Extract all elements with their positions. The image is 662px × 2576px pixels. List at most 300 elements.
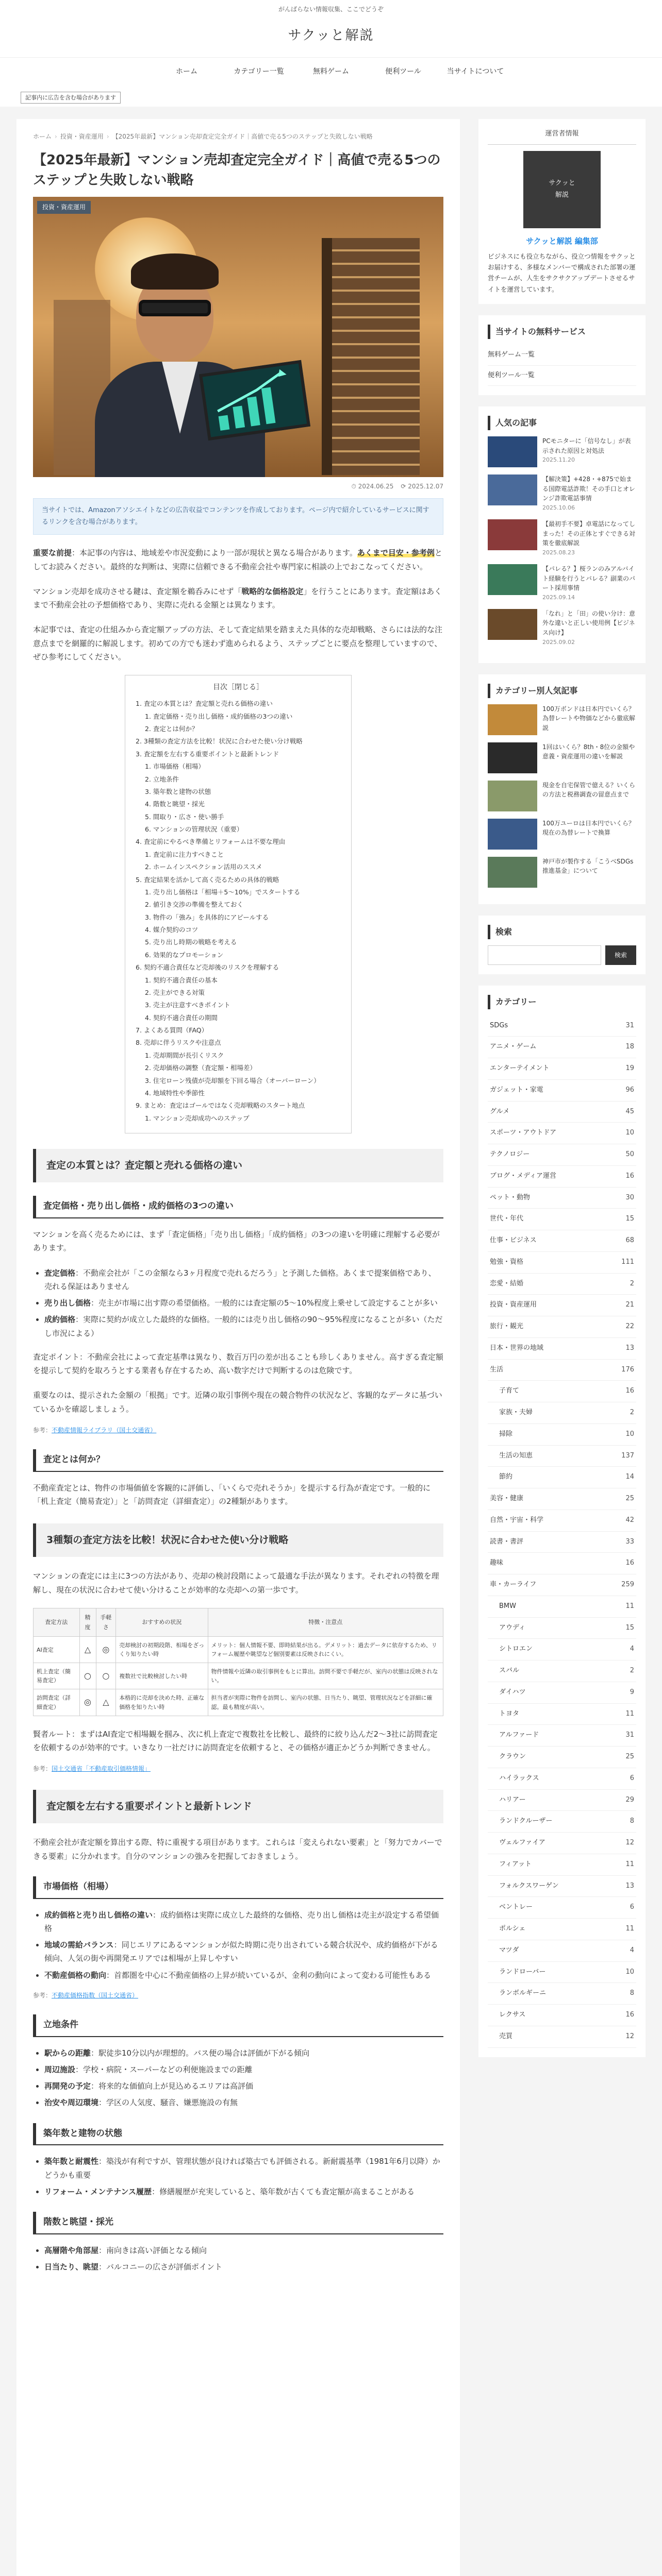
service-link[interactable]: 便利ツール一覧 [488, 366, 636, 386]
category-popular-article[interactable] [488, 819, 636, 850]
category-count: 4 [630, 1946, 634, 1954]
table-cell: 訪問査定（詳細査定） [34, 1689, 80, 1716]
table-cell: △ [79, 1637, 96, 1663]
article-title-link[interactable]: 【最初手不要】卓電話になってしまった！その正体とすぐできる対策を徹底解説 [542, 520, 636, 547]
source-link: 参考：不動産価格指数（国土交通省） [33, 1991, 139, 1999]
category-name[interactable]: 車・カーライフ [490, 1581, 537, 1589]
paragraph: マンション売却を成功させる鍵は、査定額を鵜呑みにせず「戦略的な価格設定」を行うことにあります。査定額はあくまで不動産会社の予想価格であり、実際に売れる金額とは異なります。 [33, 586, 442, 609]
category-count: 111 [621, 1258, 634, 1266]
category-name[interactable]: スバル [499, 1667, 520, 1675]
article-info [542, 474, 636, 512]
list-item-term: 周辺施設 [44, 2064, 76, 2074]
category-item[interactable] [488, 1639, 636, 1660]
toc-item[interactable]: 1. マンション売却成功へのステップ [145, 1114, 250, 1122]
section-heading: 査定額を左右する重要ポイントと最新トレンド [33, 1790, 443, 1823]
category-name[interactable]: マツダ [499, 1946, 519, 1954]
subsection-heading: 築年数と建物の状態 [33, 2123, 443, 2146]
source-link: 参考：不動産情報ライブラリ（国土交通省） [33, 1426, 157, 1434]
source-link-anchor[interactable]: 不動産価格指数（国土交通省） [52, 1991, 139, 1999]
category-name[interactable]: ポルシェ [499, 1925, 526, 1933]
source-link-anchor[interactable]: 不動産情報ライブラリ（国土交通省） [52, 1426, 157, 1434]
category-item[interactable] [488, 1919, 636, 1940]
article-thumbnail [488, 781, 537, 811]
nav-item[interactable]: カテゴリー一覧 [234, 67, 284, 76]
toc-item[interactable]: 4. 階数と眺望・採光 [145, 800, 205, 808]
category-item[interactable] [488, 1532, 636, 1553]
article-date: 2025.08.23 [542, 549, 575, 556]
category-item[interactable] [488, 1381, 636, 1402]
bullet-list [33, 2046, 443, 2110]
category-count: 16 [625, 1172, 634, 1180]
search-widget [478, 916, 646, 974]
category-count: 19 [625, 1064, 634, 1073]
toc-item[interactable]: 2. 査定とは何か？ [145, 725, 198, 733]
category-item[interactable] [488, 1467, 636, 1488]
table-header-cell: 特徴・注意点 [208, 1608, 443, 1637]
category-name[interactable]: 自然・宇宙・科学 [490, 1516, 544, 1524]
table-row [34, 1637, 443, 1663]
table-header-cell: 手軽さ [96, 1608, 116, 1637]
table-cell: メリット：個人情報不要、即時結果が出る。デメリット：過去データに依存するため、リフォーム履歴や眺望など個別要素は反映されにくい。 [208, 1637, 443, 1663]
category-name[interactable]: グルメ [490, 1107, 510, 1115]
category-item[interactable] [488, 1144, 636, 1166]
category-item[interactable] [488, 1854, 636, 1876]
paragraph: マンションの査定には主に3つの方法があり、売却の検討段階によって最適な手法が異なります。それぞれの特徴を理解し、現在の状況に合わせて使い分けることが効率的な売却への第一歩です。 [33, 1571, 439, 1595]
category-name[interactable]: ヴェルファイア [499, 1839, 545, 1847]
category-item[interactable] [488, 1037, 636, 1058]
list-item-term: 地域の需給バランス [44, 1940, 114, 1950]
category-count: 2 [630, 1279, 634, 1287]
toc-item[interactable]: 2. ホームインスペクション活用のススメ [145, 863, 262, 871]
category-name[interactable]: テクノロジー [490, 1150, 530, 1159]
list-item: • 成約価格と売り出し価格の違い：成約価格は実際に成立した最終的な価格、売り出し価格は売主が設定する希望価格 [44, 1908, 443, 1936]
category-item[interactable] [488, 1360, 636, 1381]
category-item[interactable] [488, 1015, 636, 1037]
toc-item[interactable]: 5. 売り出し時期の戦略を考える [145, 938, 237, 946]
category-item[interactable] [488, 1962, 636, 1984]
category-name[interactable]: 読書・書評 [490, 1537, 524, 1546]
list-item: • 再開発の予定：将来的な価値向上が見込めるエリアは高評価 [44, 2079, 443, 2093]
article-title-link[interactable]: 神戸市が製作する「こうべSDGs推進基金」について [542, 857, 634, 875]
list-item: • 売り出し価格：売主が市場に出す際の希望価格。一般的には査定額の5〜10%程度上乗せして設定することが多い [44, 1296, 443, 1310]
category-item[interactable] [488, 1768, 636, 1790]
popular-article[interactable] [488, 609, 636, 647]
category-name[interactable]: 仕事・ビジネス [490, 1236, 537, 1245]
toc-item[interactable]: 9. まとめ：査定はゴールではなく売却戦略のスタート地点 [136, 1101, 305, 1110]
widget-title: 検索 [488, 925, 636, 939]
category-item[interactable] [488, 1940, 636, 1962]
category-count: 259 [621, 1581, 634, 1589]
table-row [34, 1689, 443, 1716]
article-thumbnail [488, 742, 537, 773]
paragraph: 本記事では、査定の仕組みから査定額アップの方法、そして査定結果を踏まえた具体的な売却戦略、さらには法的な注意点までを網羅的に解説します。初めての方でも迷わず進められるよう、ステップごとに要点を整理していますので、ぜひ参考にしてください。 [33, 625, 442, 662]
category-name[interactable]: アニメ・ゲーム [490, 1043, 537, 1051]
category-name[interactable]: ハリアー [499, 1795, 526, 1804]
category-count: 29 [625, 1795, 634, 1804]
article-date: 2025.09.14 [542, 594, 575, 601]
category-count: 8 [630, 1817, 634, 1825]
category-name[interactable]: ダイハツ [499, 1688, 526, 1696]
category-name[interactable]: 生活 [490, 1365, 504, 1374]
category-count: 11 [625, 1602, 634, 1610]
category-item[interactable] [488, 1402, 636, 1424]
category-item[interactable] [488, 1166, 636, 1188]
category-item[interactable] [488, 1983, 636, 2005]
widget-title: 当サイトの無料サービス [488, 325, 636, 339]
category-name[interactable]: 旅行・観光 [490, 1323, 524, 1331]
category-count: 4 [630, 1645, 634, 1653]
category-name[interactable]: トヨタ [499, 1709, 520, 1718]
global-nav [0, 57, 662, 86]
list-item: • 日当たり、眺望：バルコニーの広さが評価ポイント [44, 2260, 443, 2274]
toc-item[interactable]: 1. 売却期間が長引くリスク [145, 1051, 224, 1059]
table-cell: ○ [96, 1663, 116, 1689]
operator-title: 運営者情報 [488, 128, 636, 145]
toc-item[interactable]: 3. 物件の「強み」を具体的にアピールする [145, 913, 269, 921]
article-title-link[interactable]: 【パレる？】桜ランのみアルバイト経験を行うとバレる？副業のパート採用事情 [542, 565, 636, 592]
table-header-cell: おすすめの状況 [116, 1608, 208, 1637]
category-item[interactable] [488, 1811, 636, 1833]
toc-item[interactable]: 6. マンションの管理状況（重要） [145, 825, 243, 834]
list-item: • 築年数と耐震性：築浅が有利ですが、管理状態が良ければ築古でも評価される。新耐震基準（1981年6月以降）かどうかも重要 [44, 2155, 443, 2182]
article-title-link[interactable]: 100万ユーロは日本円でいくら？現在の為替レートで換算 [542, 819, 635, 837]
category-count: 18 [625, 1043, 634, 1051]
subsection-heading: 市場価格（相場） [33, 1876, 443, 1899]
category-item[interactable] [488, 1897, 636, 1919]
category-item[interactable] [488, 1295, 636, 1316]
bullet-list [33, 1266, 443, 1340]
category-count: 10 [625, 1129, 634, 1137]
category-name[interactable]: ブログ・メディア運営 [490, 1172, 556, 1180]
toc-item[interactable]: 3. 住宅ローン残債が売却額を下回る場合（オーバーローン） [145, 1076, 320, 1084]
toc-item[interactable]: 2. 値引き交渉の準備を整えておく [145, 901, 243, 909]
category-item[interactable] [488, 1274, 636, 1295]
toc-item[interactable]: 1. 査定の本質とは？査定額と売れる価格の違い [136, 700, 273, 708]
category-name[interactable]: 日本・世界の地域 [490, 1344, 544, 1352]
category-name[interactable]: ベントレー [499, 1903, 533, 1911]
category-count: 45 [625, 1107, 634, 1115]
category-item[interactable] [488, 1596, 636, 1618]
category-name[interactable]: エンターテイメント [490, 1064, 550, 1073]
article-title-link[interactable]: 【解決策】+428・+875で始まる国際電話詐欺！その手口とオレンジ詐欺電話事情 [542, 476, 636, 502]
category-name[interactable]: 美容・健康 [490, 1495, 524, 1503]
category-popular-article[interactable] [488, 742, 636, 773]
category-item[interactable] [488, 1790, 636, 1811]
category-count: 10 [625, 1968, 634, 1976]
table-cell: 本格的に売却を決めた時、正確な価格を知りたい時 [116, 1689, 208, 1716]
category-item[interactable] [488, 1682, 636, 1704]
category-name[interactable]: クラウン [499, 1753, 526, 1761]
article-thumbnail [488, 704, 537, 735]
subsection-heading: 階数と眺望・採光 [33, 2212, 443, 2234]
breadcrumb-current: 【2025年最新】マンション売却査定完全ガイド｜高値で売る5つのステップと失敗しない戦略 [112, 132, 373, 140]
category-popular-widget [478, 674, 646, 904]
category-count: 68 [625, 1236, 634, 1245]
category-name[interactable]: アルファード [499, 1731, 539, 1739]
category-item[interactable] [488, 1080, 636, 1101]
popular-article[interactable] [488, 474, 636, 512]
toc-item[interactable]: 4. 地域特性や季節性 [145, 1089, 205, 1097]
category-count: 12 [625, 2032, 634, 2040]
paragraph: 重要なのは、提示された金額の「根拠」です。近隣の取引事例や現在の競合物件の状況など、客観的なデータに基づいているかを確認しましょう。 [33, 1391, 442, 1414]
popular-article[interactable] [488, 519, 636, 557]
list-item: • 不動産価格の動向：首都圏を中心に不動産価格の上昇が続いているが、金利の動向によって変わる可能性もある [44, 1969, 443, 1982]
category-name[interactable]: 節約 [499, 1473, 513, 1481]
nav-item[interactable]: 便利ツール [385, 67, 421, 76]
list-item-term: 治安や周辺環境 [44, 2098, 99, 2108]
category-name[interactable]: 恋愛・結婚 [490, 1279, 524, 1287]
category-item[interactable] [488, 1230, 636, 1252]
table-cell: △ [96, 1689, 116, 1716]
toc-item[interactable]: 2. 売主ができる対策 [145, 988, 205, 996]
article-info [542, 436, 636, 467]
article-title-link[interactable]: 「なれ」と「田」の使い分け：意外な違いと正しい使用例【ビジネス向け】 [542, 609, 636, 636]
toc-item[interactable]: 2. 売却価格の調整（査定額・相場差） [145, 1064, 256, 1072]
section-heading: 3種類の査定方法を比較！状況に合わせた使い分け戦略 [33, 1523, 443, 1557]
tablet-chart-illustration [199, 360, 310, 440]
category-name[interactable]: 世代・年代 [490, 1215, 524, 1223]
paragraph: 査定ポイント：不動産会社によって査定基準は異なり、数百万円の差が出ることも珍しくありません。高すぎる査定額を提示して契約を取ろうとする業者も存在するため、高い数字だけで判断するのは危険です。 [33, 1352, 443, 1376]
category-item[interactable] [488, 1876, 636, 1897]
category-count: 6 [630, 1903, 634, 1911]
category-item[interactable] [488, 1618, 636, 1639]
list-item: • 高層階や角部屋：南向きは高い評価となる傾向 [44, 2244, 443, 2257]
category-item[interactable] [488, 1338, 636, 1360]
article-thumbnail [488, 474, 537, 505]
eyecatch-image [33, 197, 443, 477]
category-name[interactable]: スポーツ・アウトドア [490, 1129, 557, 1137]
table-cell: AI査定 [34, 1637, 80, 1663]
ad-notice-label: 記事内に広告を含む場合があります [21, 92, 121, 104]
breadcrumb-home[interactable]: ホーム [33, 132, 52, 140]
category-count: 21 [625, 1301, 634, 1309]
toc-item[interactable]: 2. 3種類の査定方法を比較！状況に合わせた使い分け戦略 [136, 737, 303, 745]
breadcrumb-category[interactable]: 投資・資産運用 [60, 132, 104, 140]
category-count: 2 [630, 1667, 634, 1675]
table-cell: 担当者が実際に物件を訪問し、室内の状態、日当たり、眺望、管理状況などを詳細に確認。最も精度が高い。 [208, 1689, 443, 1716]
category-item[interactable] [488, 1252, 636, 1274]
comparison-table [33, 1608, 443, 1716]
table-cell: 複数社で比較検討したい時 [116, 1663, 208, 1689]
list-item: • 査定価格：不動産会社が「この金額なら3ヶ月程度で売れるだろう」と予測した価格。あくまで提案価格であり、売れる保証はありません [44, 1266, 443, 1294]
category-item[interactable] [488, 1574, 636, 1596]
category-item[interactable] [488, 1123, 636, 1144]
category-item[interactable] [488, 1424, 636, 1446]
article-title-link[interactable]: PCモニターに「信号なし」が表示された原因と対処法 [542, 437, 631, 454]
toc-item[interactable]: 6. 契約不適合責任など売却後のリスクを理解する [136, 963, 279, 972]
category-name[interactable]: 生活の知恵 [499, 1451, 533, 1460]
category-count: 6 [630, 1774, 634, 1782]
category-count: 15 [625, 1623, 634, 1632]
category-count: 176 [621, 1365, 634, 1374]
category-name[interactable]: BMW [499, 1602, 516, 1610]
category-item[interactable] [488, 1704, 636, 1725]
article-info [542, 519, 636, 557]
toc-item[interactable]: 6. 効果的なプロモーション [145, 951, 224, 959]
building-illustration [322, 238, 420, 475]
category-popular-article[interactable] [488, 704, 636, 735]
category-name[interactable]: 家族・夫婦 [499, 1409, 533, 1417]
category-count: 13 [625, 1344, 634, 1352]
article-title-link[interactable]: 1回はいくら？8th・8位の金額や意義・資産運用の違いを解説 [542, 743, 635, 760]
table-cell: 机上査定（簡易査定） [34, 1663, 80, 1689]
paragraph: 賢者ルート：まずはAI査定で相場観を掴み、次に机上査定で複数社を比較し、最終的に絞り込んだ2〜3社に訪問査定を依頼するのが効率的です。いきなり一社だけに訪問査定を依頼すると、その価格が適正かどうか判断できません。 [33, 1729, 438, 1752]
toc-item[interactable]: 5. 査定結果を活かして高く売るための具体的戦略 [136, 875, 279, 884]
subsection-heading: 査定価格・売り出し価格・成約価格の3つの違い [33, 1196, 443, 1218]
list-item-term: 高層階や角部屋 [44, 2245, 99, 2255]
toc-item[interactable]: 5. 間取り・広さ・使い勝手 [145, 812, 224, 821]
category-name[interactable]: ハイラックス [499, 1774, 539, 1782]
search-input[interactable] [488, 945, 601, 965]
list-item-term: リフォーム・メンテナンス履歴 [44, 2187, 152, 2196]
service-link[interactable]: 無料ゲーム一覧 [488, 345, 636, 366]
bullet-list [33, 2244, 443, 2274]
toc-title[interactable]: 目次［閉じる］ [213, 683, 263, 691]
nav-item[interactable]: ホーム [176, 67, 197, 76]
toc-item[interactable]: 3. 売主が注意すべきポイント [145, 1001, 230, 1009]
category-count: 25 [625, 1495, 634, 1503]
article-date: 2025.11.20 [542, 456, 575, 464]
list-item: • 治安や周辺環境：学区の人気度、騒音、嫌悪施設の有無 [44, 2096, 443, 2109]
table-cell: 売却検討の初期段階、相場をざっくり知りたい時 [116, 1637, 208, 1663]
article-date: 2025.09.02 [542, 638, 575, 646]
category-name[interactable]: 掃除 [499, 1430, 513, 1438]
category-item[interactable] [488, 1747, 636, 1768]
list-item-term: 再開発の予定 [44, 2081, 91, 2091]
category-name[interactable]: 勉強・資格 [490, 1258, 524, 1266]
category-name[interactable]: ガジェット・家電 [490, 1086, 543, 1094]
table-header-cell: 精度 [79, 1608, 96, 1637]
toc-item[interactable]: 4. 契約不適合責任の期間 [145, 1013, 218, 1022]
list-item-term: 駅からの距離 [44, 2048, 91, 2058]
services-widget [478, 315, 646, 396]
category-count: 16 [625, 1559, 634, 1567]
posted-date: ⏱ 2024.06.25 [351, 482, 394, 490]
category-name[interactable]: 趣味 [490, 1559, 504, 1567]
toc-item[interactable]: 1. 売り出し価格は「相場＋5〜10%」でスタートする [145, 888, 301, 896]
category-name[interactable]: フィアット [499, 1860, 532, 1868]
category-item[interactable] [488, 2005, 636, 2026]
category-name[interactable]: シトロエン [499, 1645, 533, 1653]
category-item[interactable] [488, 1660, 636, 1682]
article-title: 【2025年最新】マンション売却査定完全ガイド｜高値で売る5つのステップと失敗しない戦略 [33, 152, 441, 188]
category-item[interactable] [488, 1209, 636, 1230]
category-name[interactable]: レクサス [499, 2011, 526, 2019]
category-count: 12 [625, 1839, 634, 1847]
site-description: がんばらない情報収集、ここでどうぞ [278, 6, 384, 13]
list-item: • 地域の需給バランス：同じエリアにあるマンションが似た時期に売り出されている競合状況や、成約価格が下がる傾向、人気の街や再開発エリアでは相場が上昇しやすい [44, 1938, 443, 1965]
list-item: • 周辺施設：学校・病院・スーパーなどの利便施設までの距離 [44, 2063, 443, 2076]
category-item[interactable] [488, 1553, 636, 1574]
category-name[interactable]: アウディ [499, 1623, 525, 1632]
article-title-link[interactable]: 現金を自宅保管で億える？いくらの方法と税務調査の留意点まで [542, 781, 636, 799]
category-item[interactable] [488, 1101, 636, 1123]
list-item-term: 不動産価格の動向 [44, 1970, 107, 1980]
category-item[interactable] [488, 1488, 636, 1510]
category-count: 31 [625, 1021, 634, 1029]
source-link-anchor[interactable]: 国土交通省「不動産取引価格情報」 [52, 1765, 151, 1773]
category-popular-article[interactable] [488, 857, 636, 888]
article-title-link[interactable]: 100万ボンドは日本円でいくら？為替レートや物価などから徹底解説 [542, 705, 636, 732]
article-date: 2025.10.06 [542, 504, 575, 512]
toc-item[interactable]: 3. 査定額を左右する重要ポイントと最新トレンド [136, 750, 279, 758]
category-name[interactable]: フォルクスワーゲン [499, 1882, 559, 1890]
toc-item[interactable]: 1. 査定価格・売り出し価格・成約価格の3つの違い [145, 712, 293, 720]
operator-name-link[interactable]: サクッと解説 編集部 [526, 236, 598, 246]
category-name[interactable]: 売買 [499, 2032, 513, 2040]
category-item[interactable] [488, 1510, 636, 1532]
content-wrapper [16, 119, 646, 2576]
toc-item[interactable]: 1. 査定前に注力すべきこと [145, 850, 224, 858]
list-item-term: 築年数と耐震性 [44, 2157, 99, 2166]
category-name[interactable]: 子育て [499, 1387, 520, 1395]
list-item-term: 成約価格 [44, 1315, 76, 1325]
affiliate-disclosure: 当サイトでは、Amazonアソシエイトなどの広告収益でコンテンツを作成しております。ページ内で紹介しているサービスに関するリンクを含む場合があります。 [33, 498, 443, 535]
category-item[interactable] [488, 1058, 636, 1080]
category-count: 22 [625, 1323, 634, 1331]
toc-item[interactable]: 3. 築年数と建物の状態 [145, 787, 211, 795]
widget-title: カテゴリー別人気記事 [488, 684, 636, 698]
nav-item[interactable]: 無料ゲーム [313, 67, 349, 76]
category-name[interactable]: ペット・動物 [490, 1193, 531, 1201]
nav-item[interactable]: 当サイトについて [446, 67, 504, 76]
category-count: 10 [625, 1430, 634, 1438]
updated-date: ⟳ 2025.12.07 [401, 482, 443, 490]
category-item[interactable] [488, 2026, 636, 2048]
site-header [0, 0, 662, 57]
article-thumbnail [488, 436, 537, 467]
article-thumbnail [488, 609, 537, 640]
list-item-term: 日当たり、眺望 [44, 2262, 99, 2272]
toc-item[interactable]: 4. 査定前にやるべき準備とリフォームは不要な理由 [136, 838, 286, 846]
category-label[interactable]: 投資・資産運用 [37, 201, 91, 214]
article-thumbnail [488, 857, 537, 888]
operator-widget [478, 119, 646, 304]
toc-item[interactable]: 2. 立地条件 [145, 775, 179, 783]
toc-item[interactable]: 1. 市場価格（相場） [145, 762, 205, 771]
category-item[interactable] [488, 1446, 636, 1467]
toc-item[interactable]: 1. 契約不適合責任の基本 [145, 976, 218, 984]
category-count: 2 [630, 1409, 634, 1417]
bold-text: あくまで目安・参考例 [357, 548, 435, 558]
list-item-term: 成約価格と売り出し価格の違い [44, 1910, 153, 1920]
search-button[interactable]: 検索 [605, 945, 636, 965]
categories-widget [478, 986, 646, 2057]
category-popular-article[interactable] [488, 781, 636, 811]
category-item[interactable] [488, 1188, 636, 1209]
category-name[interactable]: 投資・資産運用 [490, 1301, 537, 1309]
subsection-heading: 査定とは何か？ [33, 1449, 443, 1472]
toc-item[interactable]: 8. 売却に伴うリスクや注意点 [136, 1039, 221, 1047]
toc-item[interactable]: 4. 媒介契約のコツ [145, 926, 198, 934]
popular-article[interactable] [488, 436, 636, 467]
category-item[interactable] [488, 1725, 636, 1747]
category-item[interactable] [488, 1833, 636, 1854]
site-logo[interactable]: サクッと解説 [288, 28, 374, 43]
category-count: 11 [625, 1925, 634, 1933]
list-item-term: 売り出し価格 [44, 1298, 91, 1308]
category-name[interactable]: ランドローバー [499, 1968, 546, 1976]
list-item: • リフォーム・メンテナンス履歴：修繕履歴が充実していると、築年数が古くても査定額が高まることがある [44, 2185, 443, 2198]
source-link: 参考：国土交通省「不動産取引価格情報」 [33, 1765, 151, 1773]
popular-article[interactable] [488, 564, 636, 602]
category-count: 9 [630, 1688, 634, 1696]
category-item[interactable] [488, 1316, 636, 1338]
toc-item[interactable]: 7. よくある質問（FAQ） [136, 1026, 208, 1035]
category-name[interactable]: ランドクルーザー [499, 1817, 553, 1825]
category-name[interactable]: ランボルギーニ [499, 1989, 547, 1997]
category-name[interactable]: SDGs [490, 1021, 508, 1029]
